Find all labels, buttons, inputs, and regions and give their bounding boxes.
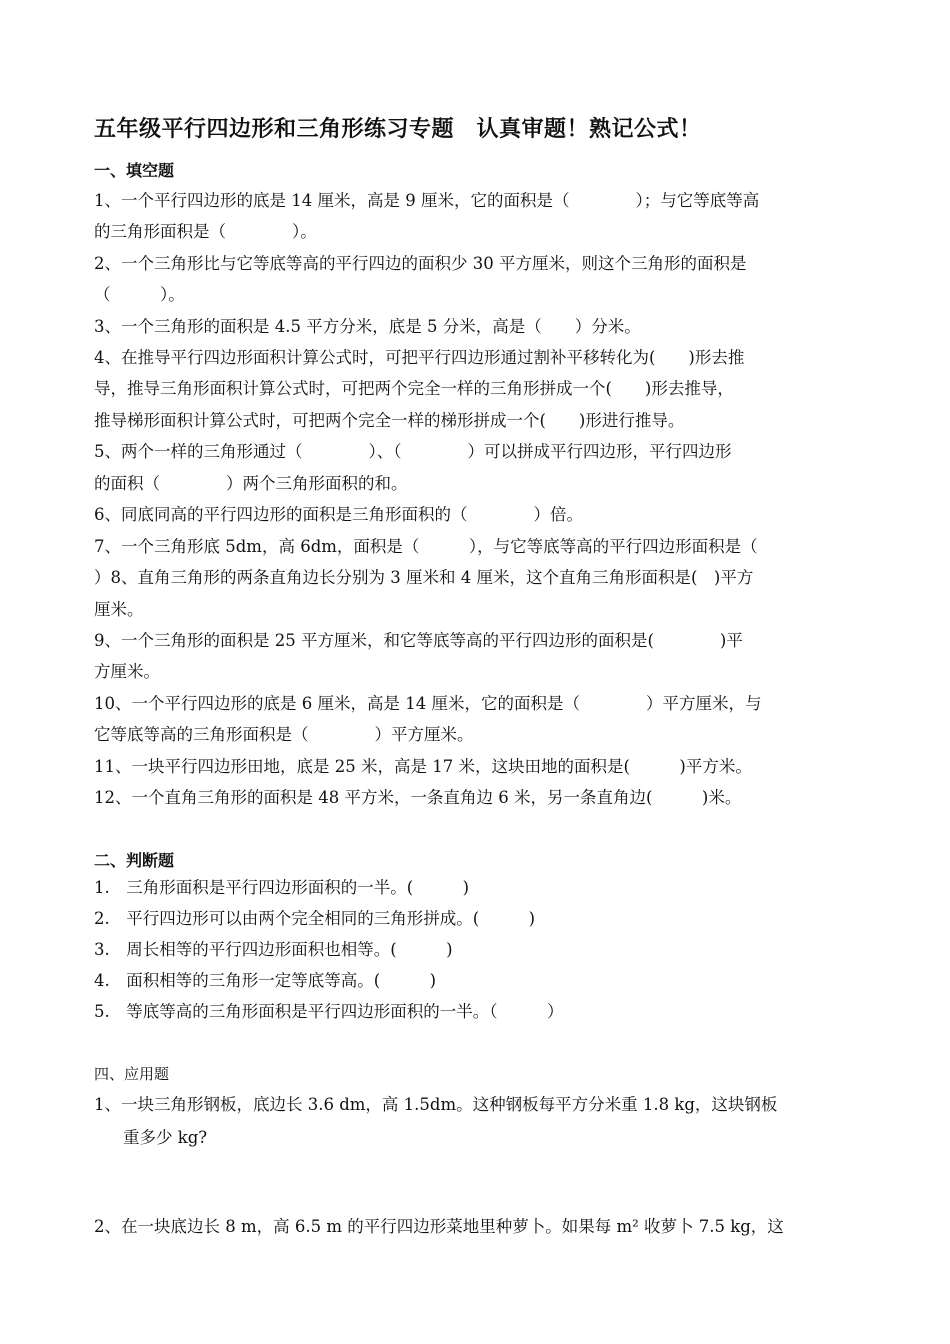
fill-q1-line2: 的三角形面积是（ ）。: [94, 222, 317, 241]
fill-q9-line1: 9、一个三角形的面积是 25 平方厘米，和它等底等高的平行四边形的面积是( )平: [94, 631, 743, 650]
section-heading-fill-in: 一、填空题: [94, 161, 175, 180]
fill-q8-line2: 厘米。: [94, 600, 144, 619]
fill-q10-line1: 10、一个平行四边形的底是 6 厘米，高是 14 厘米，它的面积是（ ）平方厘米，与: [94, 694, 762, 713]
fill-q9-line2: 方厘米。: [94, 662, 160, 681]
applied-q1-line1: 1、一块三角形钢板，底边长 3.6 dm，高 1.5dm。这种钢板每平方分米重 1.8 kg，这块钢板: [94, 1095, 778, 1114]
fill-q4-line1: 4、在推导平行四边形面积计算公式时，可把平行四边形通过割补平移转化为( )形去推: [94, 348, 745, 367]
fill-q7-line1: 7、一个三角形底 5dm，高 6dm，面积是（ ），与它等底等高的平行四边形面积是（: [94, 537, 758, 556]
tf-q3: 3. 周长相等的平行四边形面积也相等。( ): [94, 940, 453, 959]
tf-q5: 5. 等底等高的三角形面积是平行四边形面积的一半。（ ）: [94, 1002, 564, 1021]
fill-q7-q8-line: ）8、直角三角形的两条直角边长分别为 3 厘米和 4 厘米，这个直角三角形面积是( )平方: [94, 568, 754, 587]
fill-q2-line1: 2、一个三角形比与它等底等高的平行四边的面积少 30 平方厘米，则这个三角形的面积是: [94, 254, 747, 273]
fill-q2-line2: （ ）。: [94, 285, 185, 304]
fill-q12: 12、一个直角三角形的面积是 48 平方米，一条直角边 6 米，另一条直角边( )米。: [94, 788, 742, 807]
fill-q3: 3、一个三角形的面积是 4.5 平方分米，底是 5 分米，高是（ ）分米。: [94, 317, 641, 336]
page-title: 五年级平行四边形和三角形练习专题 认真审题！熟记公式！: [94, 117, 702, 142]
fill-q6: 6、同底同高的平行四边形的面积是三角形面积的（ ）倍。: [94, 505, 583, 524]
section-heading-applied: 四、应用题: [94, 1065, 170, 1083]
fill-q4-line2: 导，推导三角形面积计算公式时，可把两个完全一样的三角形拼成一个( )形去推导，: [94, 379, 734, 398]
applied-q1-line2: 重多少 kg?: [123, 1128, 208, 1147]
fill-q4-line3: 推导梯形面积计算公式时，可把两个完全一样的梯形拼成一个( )形进行推导。: [94, 411, 685, 430]
tf-q2: 2. 平行四边形可以由两个完全相同的三角形拼成。( ): [94, 909, 536, 928]
tf-q4: 4. 面积相等的三角形一定等底等高。( ): [94, 971, 437, 990]
fill-q10-line2: 它等底等高的三角形面积是（ ）平方厘米。: [94, 725, 474, 744]
section-heading-true-false: 二、判断题: [94, 851, 175, 870]
tf-q1: 1. 三角形面积是平行四边形面积的一半。( ): [94, 878, 470, 897]
fill-q11: 11、一块平行四边形田地，底是 25 米，高是 17 米，这块田地的面积是( )平方米。: [94, 757, 752, 776]
applied-q2-line1: 2、在一块底边长 8 m，高 6.5 m 的平行四边形菜地里种萝卜。如果每 m² 收萝卜 7.5 kg，这: [94, 1217, 784, 1236]
fill-q5-line2: 的面积（ ）两个三角形面积的和。: [94, 474, 408, 493]
fill-q1-line1: 1、一个平行四边形的底是 14 厘米，高是 9 厘米，它的面积是（ ）；与它等底等高: [94, 191, 760, 210]
fill-q5-line1: 5、两个一样的三角形通过（ ）、（ ）可以拼成平行四边形，平行四边形: [94, 442, 732, 461]
